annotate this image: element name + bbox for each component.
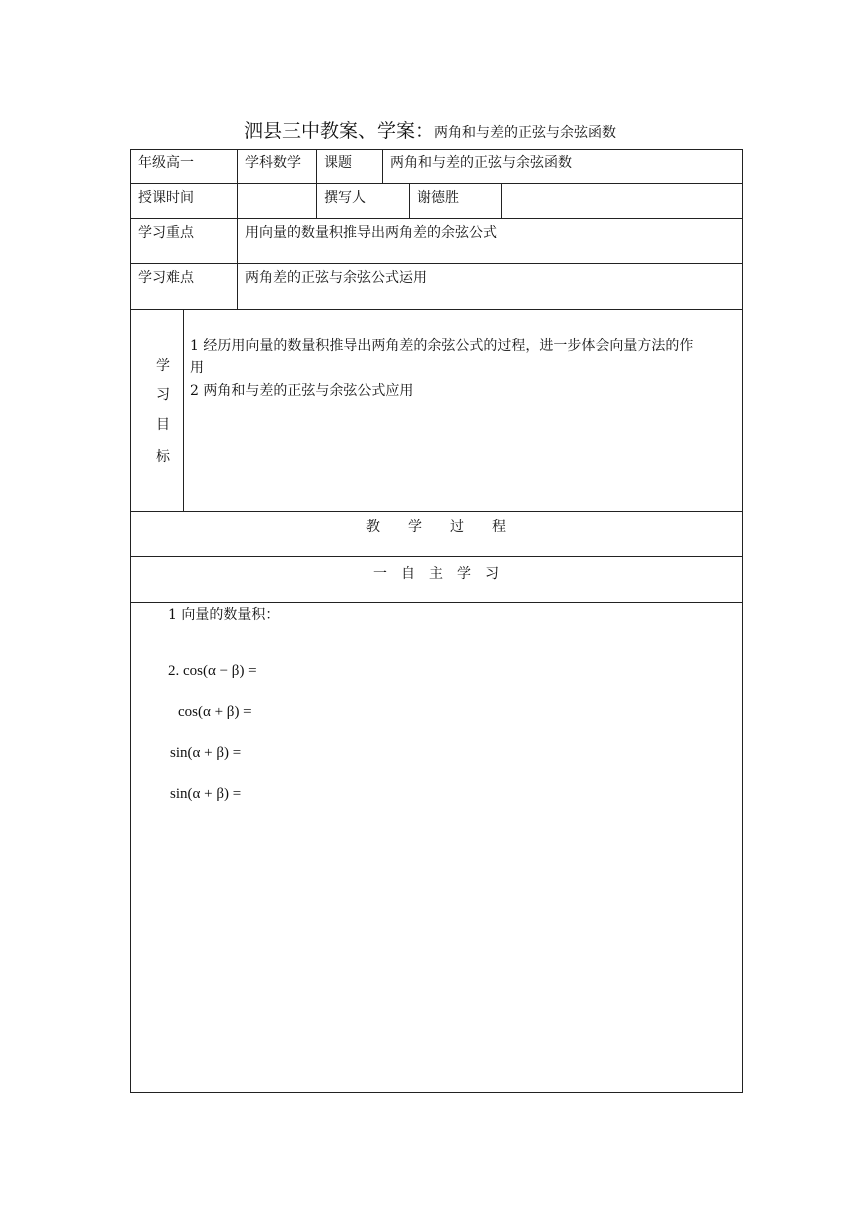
grade-cell: 年级高一 bbox=[138, 155, 194, 171]
subject-cell: 学科数学 bbox=[245, 155, 301, 171]
author-label: 撰写人 bbox=[324, 190, 366, 206]
objective-item-1-line2: 用 bbox=[190, 360, 204, 376]
author-value: 谢德胜 bbox=[417, 190, 459, 206]
topic-label: 课题 bbox=[324, 155, 352, 171]
key-point-label: 学习重点 bbox=[138, 225, 194, 241]
key-point-value: 用向量的数量积推导出两角差的余弦公式 bbox=[245, 225, 497, 241]
objectives-label-char: 学 bbox=[156, 358, 170, 374]
objectives-label-char: 习 bbox=[156, 387, 170, 403]
topic-value: 两角和与差的正弦与余弦函数 bbox=[390, 155, 572, 171]
difficulty-value: 两角差的正弦与余弦公式运用 bbox=[245, 270, 427, 286]
objectives-label-char: 目 bbox=[156, 417, 170, 433]
title-sub: 两角和与差的正弦与余弦函数 bbox=[434, 125, 616, 141]
objective-item-2: 2 两角和与差的正弦与余弦公式应用 bbox=[190, 383, 414, 399]
formula-sin-sum-1: sin(α + β) = bbox=[170, 745, 242, 761]
section-heading: 一 自 主 学 习 bbox=[373, 566, 499, 582]
formula-cos-sum: cos(α + β) = bbox=[178, 704, 252, 720]
title-main: 泗县三中教案、学案： bbox=[243, 120, 434, 142]
teaching-time-label: 授课时间 bbox=[138, 190, 194, 206]
content-item-1: 1 向量的数量积： bbox=[168, 607, 280, 623]
objectives-label-char: 标 bbox=[156, 449, 170, 465]
difficulty-label: 学习难点 bbox=[138, 270, 194, 286]
process-heading: 教 学 过 程 bbox=[366, 519, 506, 535]
formula-cos-difference: 2. cos(α − β) = bbox=[168, 663, 257, 679]
formula-sin-sum-2: sin(α + β) = bbox=[170, 786, 242, 802]
page-title bbox=[0, 116, 860, 143]
objective-item-1-line1: 1 经历用向量的数量积推导出两角差的余弦公式的过程，进一步体会向量方法的作 bbox=[190, 338, 694, 354]
